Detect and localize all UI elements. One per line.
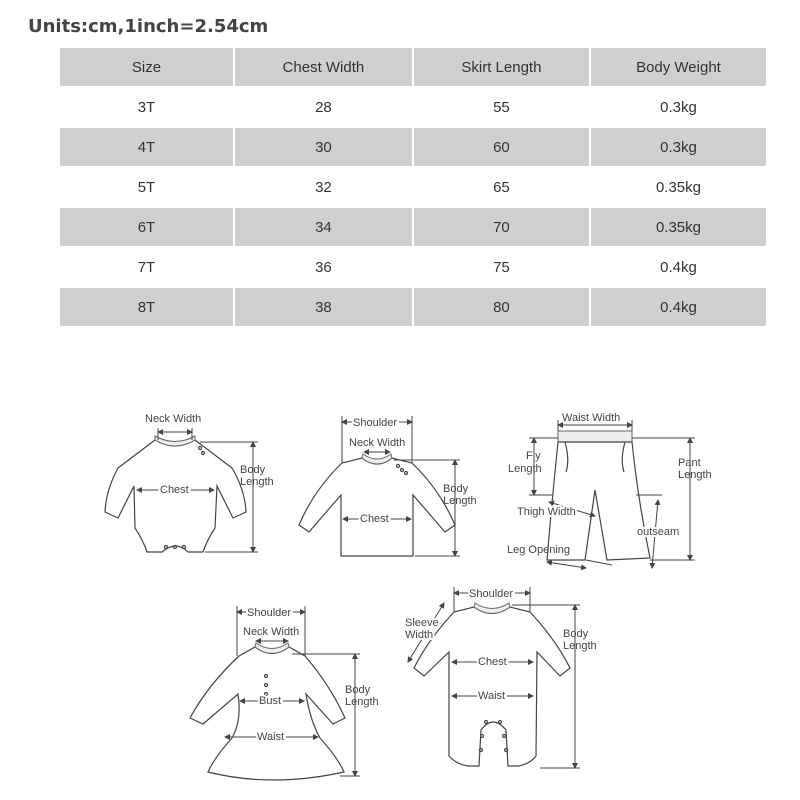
cell-chest-width: 34 [235, 208, 414, 248]
bodysuit-body-length-label-1: Body [240, 464, 266, 476]
size-chart-table [60, 48, 766, 328]
cell-skirt-length: 55 [414, 88, 591, 128]
table-row [60, 168, 766, 208]
cell-body-weight: 0.35kg [591, 208, 766, 248]
pants-waistband [558, 431, 632, 442]
shirt-shoulder-label: Shoulder [353, 417, 398, 429]
romper-body-length-label-1: Body [563, 628, 589, 640]
table-row [60, 288, 766, 328]
cell-size: 8T [60, 288, 235, 328]
shirt-outline [299, 458, 455, 556]
cell-chest-width: 36 [235, 248, 414, 288]
cell-chest-width: 38 [235, 288, 414, 328]
units-note: Units:cm,1inch=2.54cm [28, 16, 269, 37]
cell-chest-width: 28 [235, 88, 414, 128]
bodysuit-body-length-label-2: Length [240, 476, 274, 488]
romper-sleeve-width-label-1: Sleeve [405, 617, 439, 629]
cell-size: 3T [60, 88, 235, 128]
dress-shoulder-label: Shoulder [247, 607, 292, 619]
pants-waist-width-label: Waist Width [562, 412, 621, 424]
shirt-chest-label: Chest [360, 513, 389, 525]
cell-skirt-length: 75 [414, 248, 591, 288]
dress-neck-width-label: Neck Width [243, 626, 300, 638]
romper-shoulder-label: Shoulder [469, 588, 514, 600]
cell-size: 6T [60, 208, 235, 248]
shirt-body-length-label-2: Length [443, 495, 477, 507]
cell-body-weight: 0.35kg [591, 168, 766, 208]
cell-skirt-length: 65 [414, 168, 591, 208]
cell-size: 5T [60, 168, 235, 208]
romper-outline [414, 607, 570, 766]
bodysuit-neck-width-label: Neck Width [145, 413, 202, 425]
dress-diagram [190, 606, 379, 780]
shirt-neck-rib [362, 454, 392, 464]
pants-leg-opening-label: Leg Opening [507, 544, 570, 556]
cell-skirt-length: 70 [414, 208, 591, 248]
pants-fly-length-label-2: Length [508, 463, 542, 475]
pants-diagram [507, 412, 712, 568]
cell-skirt-length: 60 [414, 128, 591, 168]
dress-neck-rib [255, 643, 289, 654]
romper-body-length-label-2: Length [563, 640, 597, 652]
bodysuit-diagram [105, 413, 274, 552]
cell-body-weight: 0.4kg [591, 288, 766, 328]
romper-sleeve-width-label-2: Width [405, 629, 434, 641]
cell-body-weight: 0.3kg [591, 128, 766, 168]
cell-body-weight: 0.4kg [591, 248, 766, 288]
cell-chest-width: 30 [235, 128, 414, 168]
table-row [60, 208, 766, 248]
cell-skirt-length: 80 [414, 288, 591, 328]
romper-waist-label: Waist [478, 690, 506, 702]
romper-chest-label: Chest [478, 656, 507, 668]
pants-thigh-width-label: Thigh Width [517, 506, 576, 518]
shirt-diagram [299, 416, 477, 556]
table-row [60, 88, 766, 128]
pants-pant-length-label-1: Pant [678, 457, 701, 469]
romper-diagram [405, 587, 597, 768]
table-row [60, 248, 766, 288]
dress-outline [190, 647, 345, 780]
romper-neck-rib [474, 603, 510, 614]
cell-body-weight: 0.3kg [591, 88, 766, 128]
dress-body-length-label-2: Length [345, 696, 379, 708]
pants-fly-length-label-1: Fly [526, 450, 541, 462]
cell-size: 7T [60, 248, 235, 288]
pants-pant-length-label-2: Length [678, 469, 712, 481]
cell-chest-width: 32 [235, 168, 414, 208]
measurement-diagrams [0, 400, 800, 800]
dress-body-length-label-1: Body [345, 684, 371, 696]
header-size: Size [60, 48, 235, 88]
header-chest-width: Chest Width [235, 48, 414, 88]
pants-outseam-label: outseam [637, 526, 680, 538]
bodysuit-outline [105, 440, 246, 552]
dress-bust-label: Bust [259, 695, 282, 707]
dress-waist-label: Waist [257, 731, 285, 743]
table-row [60, 128, 766, 168]
bodysuit-chest-label: Chest [160, 484, 189, 496]
table-header-row [60, 48, 766, 88]
cell-size: 4T [60, 128, 235, 168]
shirt-neck-width-label: Neck Width [349, 437, 406, 449]
pants-outline [547, 442, 650, 560]
shirt-body-length-label-1: Body [443, 483, 469, 495]
bodysuit-neck-rib [155, 436, 195, 446]
header-body-weight: Body Weight [591, 48, 766, 88]
header-skirt-length: Skirt Length [414, 48, 591, 88]
